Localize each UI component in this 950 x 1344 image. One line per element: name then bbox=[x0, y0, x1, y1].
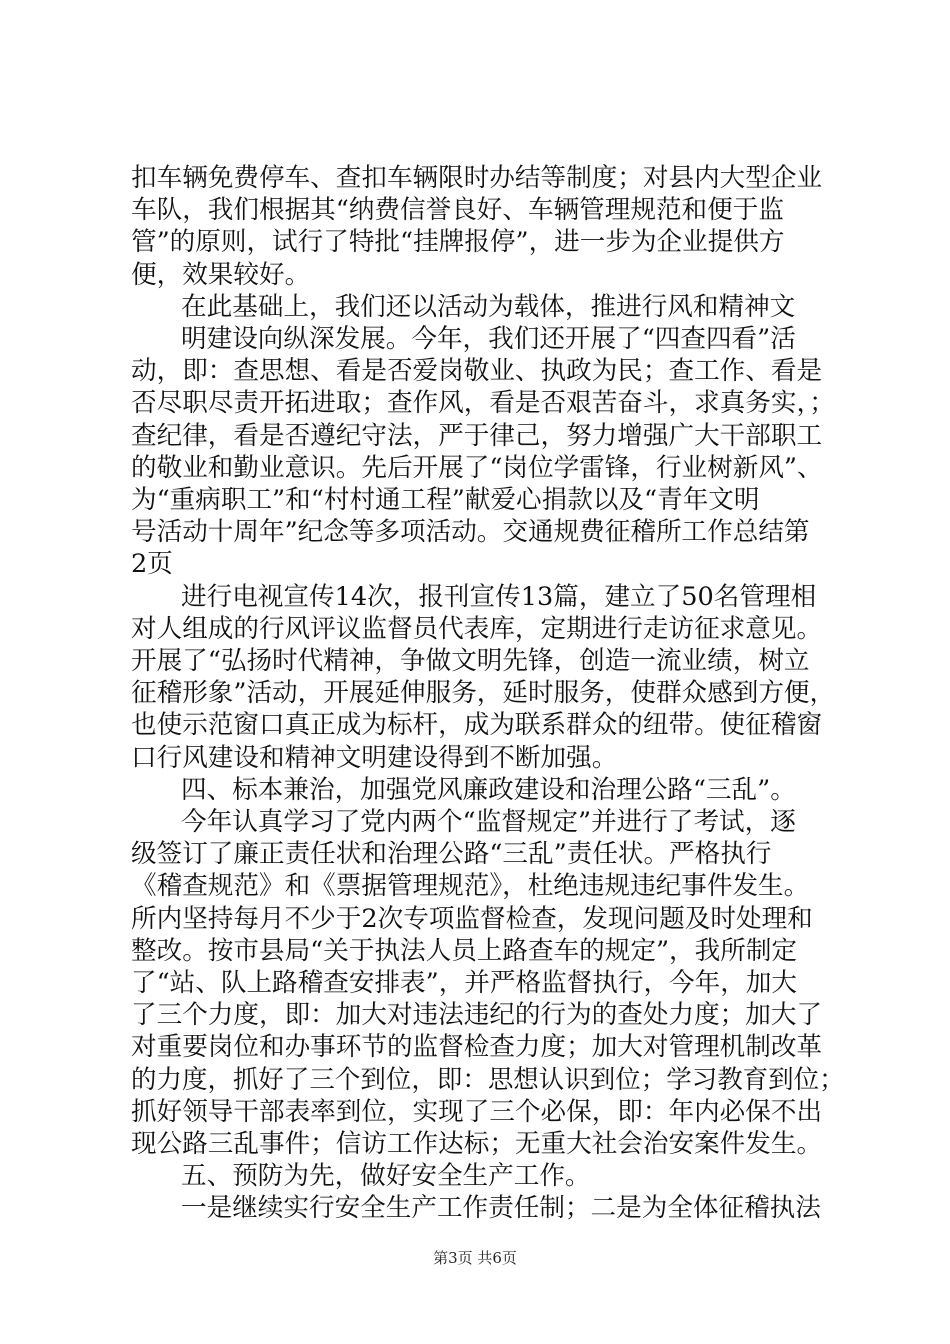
body-text-line: 为“重病职工”和“村村通工程”献爱心捐款以及“青年文明 bbox=[131, 485, 760, 515]
body-text-line: 了三个力度，即：加大对违法违纪的行为的查处力度；加大了 bbox=[131, 1000, 823, 1031]
body-text-line: 了“站、队上路稽查安排表”，并严格监督执行，今年，加大 bbox=[131, 968, 798, 998]
body-text-line: 对人组成的行风评议监督员代表库，定期进行走访征求意见。 bbox=[131, 613, 823, 644]
body-text-line: 车队，我们根据其“纳费信誉良好、车辆管理规范和便于监 bbox=[131, 195, 784, 226]
body-text-line: 便，效果较好。 bbox=[131, 259, 311, 290]
body-text-line: 现公路三乱事件；信访工作达标；无重大社会治安案件发生。 bbox=[131, 1129, 823, 1159]
body-text-line: 进行电视宣传14次，报刊宣传13篇，建立了50名管理相 bbox=[181, 581, 817, 612]
body-text-line: 的敬业和勤业意识。先后开展了“岗位学雷锋，行业树新风”、 bbox=[131, 452, 823, 483]
body-text-line: 查纪律，看是否遵纪守法，严于律己，努力增强广大干部职工 bbox=[131, 420, 823, 451]
section-heading: 四、标本兼治，加强党风廉政建设和治理公路“三乱”。 bbox=[181, 774, 796, 805]
body-text-line: 今年认真学习了党内两个“监督规定”并进行了考试，逐 bbox=[181, 807, 796, 837]
body-text-line: 《稽查规范》和《票据管理规范》，杜绝违规违纪事件发生。 bbox=[131, 871, 810, 902]
body-text-line: 开展了“弘扬时代精神，争做文明先锋，创造一流业绩，树立 bbox=[131, 646, 810, 676]
body-text-line: 也使示范窗口真正成为标杆，成为联系群众的纽带。使征稽窗 bbox=[131, 710, 823, 741]
body-text-line: 级签订了廉正责任状和治理公路“三乱”责任状。严格执行 bbox=[131, 839, 772, 870]
body-text-line: 征稽形象”活动，开展延伸服务，延时服务，使群众感到方便， bbox=[131, 678, 836, 709]
body-text-line: 扣车辆免费停车、查扣车辆限时办结等制度；对县内大型企业 bbox=[131, 163, 823, 193]
body-text-line: 动，即：查思想、看是否爱岗敬业、执政为民；查工作、看是 bbox=[131, 356, 823, 387]
body-text-line: 号活动十周年”纪念等多项活动。交通规费征稽所工作总结第 bbox=[131, 517, 810, 548]
section-heading: 五、预防为先，做好安全生产工作。 bbox=[181, 1161, 591, 1192]
body-text-line: 对重要岗位和办事环节的监督检查力度；加大对管理机制改革 bbox=[131, 1032, 823, 1063]
body-text-line: 2页 bbox=[131, 549, 173, 580]
body-text-line: 明建设向纵深发展。今年，我们还开展了“四查四看”活 bbox=[181, 324, 796, 354]
body-text-line: 一是继续实行安全生产工作责任制；二是为全体征稽执法 bbox=[181, 1193, 821, 1224]
body-text-line: 口行风建设和精神文明建设得到不断加强。 bbox=[131, 742, 618, 773]
body-text-line: 抓好领导干部表率到位，实现了三个必保，即：年内必保不出 bbox=[131, 1096, 823, 1127]
body-text-line: 的力度，抓好了三个到位，即：思想认识到位；学习教育到位； bbox=[131, 1064, 845, 1095]
body-text-line: 管”的原则，试行了特批“挂牌报停”，进一步为企业提供方 bbox=[131, 227, 785, 258]
body-text-line: 所内坚持每月不少于2次专项监督检查，发现问题及时处理和 bbox=[131, 903, 813, 934]
body-text-line: 否尽职尽责开拓进取；查作风，看是否艰苦奋斗，求真务实，； bbox=[131, 388, 835, 419]
body-text-line: 在此基础上，我们还以活动为载体，推进行风和精神文 bbox=[181, 291, 796, 322]
page-footer: 第3页 共6页 bbox=[433, 1249, 517, 1267]
body-text-line: 整改。按市县局“关于执法人员上路查车的规定”，我所制定 bbox=[131, 935, 798, 966]
